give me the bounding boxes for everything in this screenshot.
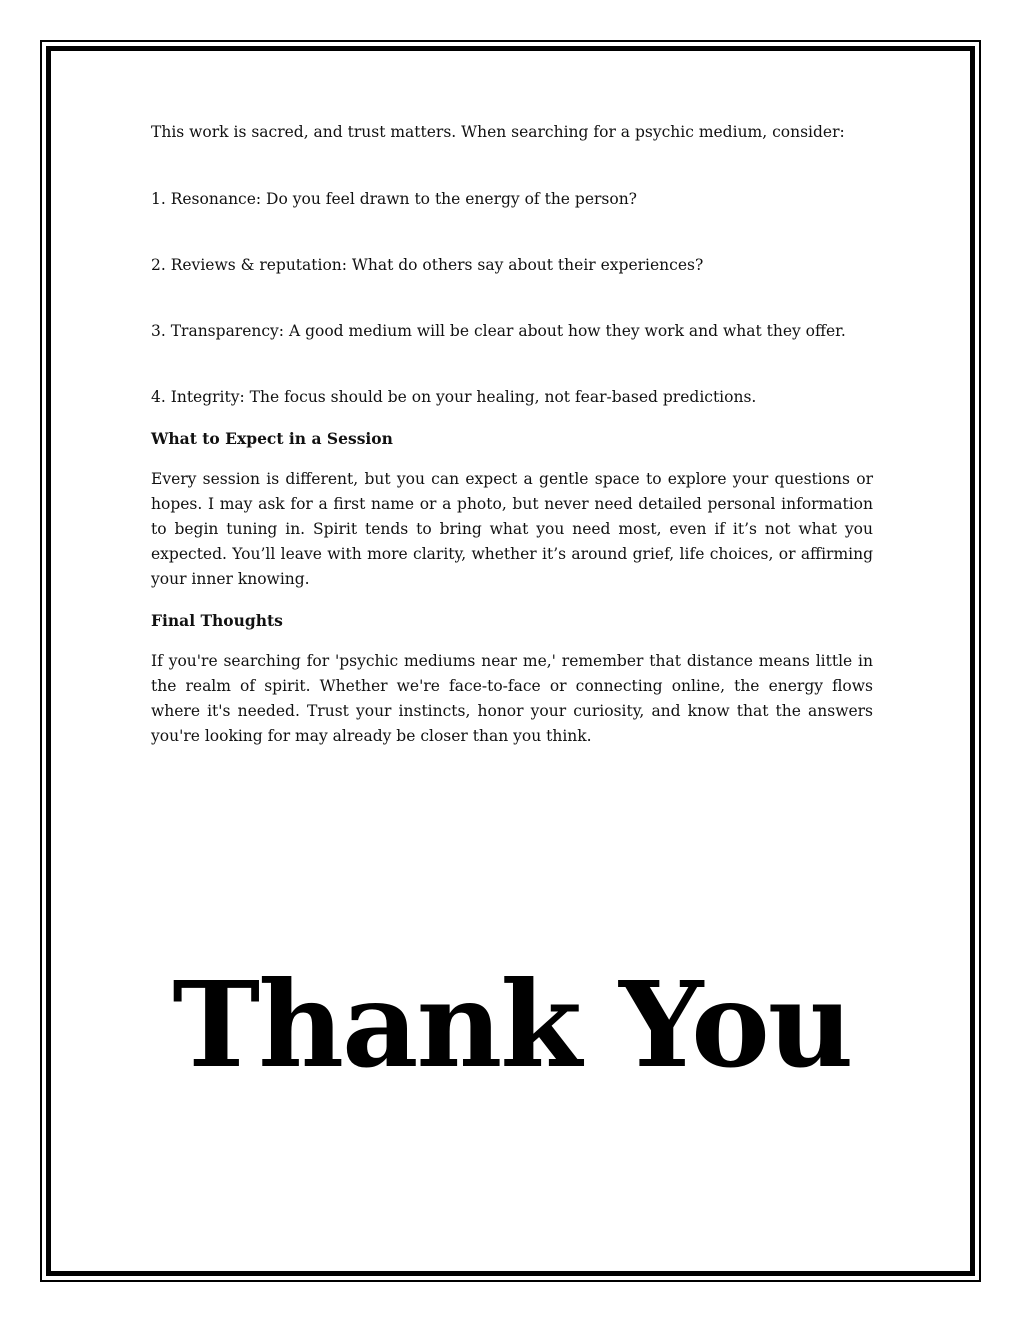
thank-you-title: Thank You bbox=[172, 955, 852, 1094]
final-thoughts-heading: Final Thoughts bbox=[151, 611, 283, 630]
consideration-resonance: 1. Resonance: Do you feel drawn to the energy of the person? bbox=[151, 190, 637, 208]
session-heading: What to Expect in a Session bbox=[151, 429, 393, 448]
document-body bbox=[151, 120, 873, 765]
final-thoughts-paragraph: If you're searching for 'psychic mediums near me,' remember that distance means little in the realm of spirit. Whether we're face-to-face or connecting online, the energy flows where it's needed. Trust your instincts, honor your curiosity, and know that the answers you're looking for may already be closer than you think. bbox=[151, 652, 873, 745]
consideration-integrity: 4. Integrity: The focus should be on your healing, not fear-based predictions. bbox=[151, 388, 757, 406]
session-paragraph: Every session is different, but you can expect a gentle space to explore your questions or hopes. I may ask for a first name or a photo, but never need detailed personal information to begin tuning in. Spirit tends to bring what you need most, even if it’s not what you expected. You’ll leave with more clarity, whether it’s around grief, life choices, or affirming your inner knowing. bbox=[151, 470, 873, 588]
consideration-transparency: 3. Transparency: A good medium will be clear about how they work and what they offer. bbox=[151, 322, 846, 340]
intro-paragraph: This work is sacred, and trust matters. When searching for a psychic medium, consider: bbox=[151, 123, 845, 141]
consideration-reviews: 2. Reviews & reputation: What do others say about their experiences? bbox=[151, 256, 704, 274]
